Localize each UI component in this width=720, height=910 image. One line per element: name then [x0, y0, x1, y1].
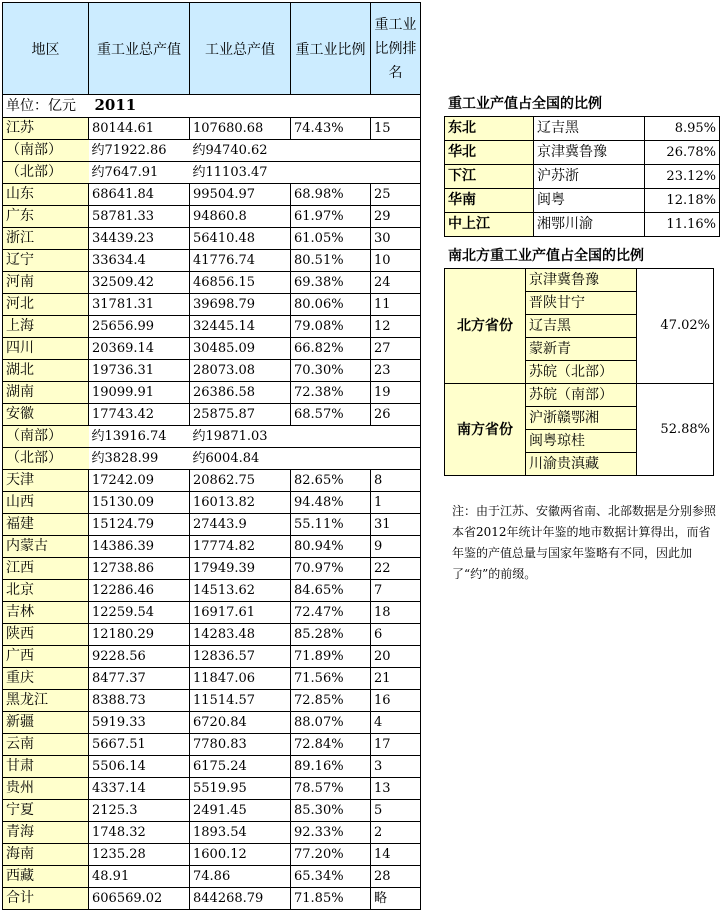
total-output-cell: 94860.8 — [190, 206, 291, 228]
regional-share-row — [445, 213, 720, 237]
table-row — [3, 756, 421, 778]
total-output-cell: 约19871.03 — [190, 426, 291, 448]
heavy-ratio-cell: 92.33% — [291, 822, 371, 844]
total-output-cell: 14283.48 — [190, 624, 291, 646]
heavy-ratio-cell: 70.97% — [291, 558, 371, 580]
heavy-output-cell: 25656.99 — [89, 316, 190, 338]
heavy-output-cell: 1748.32 — [89, 822, 190, 844]
total-output-cell: 约11103.47 — [190, 162, 291, 184]
total-output-cell: 6175.24 — [190, 756, 291, 778]
region-cell: 合计 — [3, 888, 89, 910]
heavy-output-cell: 4337.14 — [89, 778, 190, 800]
region-cell: 山西 — [3, 492, 89, 514]
region-share-pct: 26.78% — [645, 141, 720, 165]
ratio-rank-cell: 6 — [371, 624, 421, 646]
heavy-output-cell: 5919.33 — [89, 712, 190, 734]
total-output-cell: 46856.15 — [190, 272, 291, 294]
total-output-cell: 39698.79 — [190, 294, 291, 316]
region-cell: 江苏 — [3, 118, 89, 140]
region-cell: 吉林 — [3, 602, 89, 624]
total-output-cell: 16013.82 — [190, 492, 291, 514]
ratio-rank-cell: 22 — [371, 558, 421, 580]
region-cell: 西藏 — [3, 866, 89, 888]
heavy-ratio-cell: 80.06% — [291, 294, 371, 316]
table-row — [3, 206, 421, 228]
total-output-cell: 26386.58 — [190, 382, 291, 404]
group-province-cell: 辽吉黑 — [526, 315, 637, 338]
heavy-output-cell: 68641.84 — [89, 184, 190, 206]
region-provinces: 湘鄂川渝 — [534, 213, 645, 237]
table-row — [3, 118, 421, 140]
ratio-rank-cell: 14 — [371, 844, 421, 866]
total-output-cell: 30485.09 — [190, 338, 291, 360]
heavy-output-cell: 12286.46 — [89, 580, 190, 602]
ratio-rank-cell: 19 — [371, 382, 421, 404]
heavy-ratio-cell: 61.05% — [291, 228, 371, 250]
table-row — [3, 404, 421, 426]
heavy-output-cell: 32509.42 — [89, 272, 190, 294]
regional-share-table — [444, 116, 720, 237]
heavy-ratio-cell: 61.97% — [291, 206, 371, 228]
region-cell: 天津 — [3, 470, 89, 492]
heavy-output-cell: 15124.79 — [89, 514, 190, 536]
region-cell: （北部） — [3, 162, 89, 184]
region-cell: 福建 — [3, 514, 89, 536]
region-share-pct: 23.12% — [645, 165, 720, 189]
total-output-cell: 27443.9 — [190, 514, 291, 536]
regional-share-title: 重工业产值占全国的比例 — [448, 96, 602, 112]
total-output-cell: 11514.57 — [190, 690, 291, 712]
heavy-ratio-cell — [291, 426, 371, 448]
table-row — [3, 690, 421, 712]
ratio-rank-cell: 8 — [371, 470, 421, 492]
total-output-cell: 14513.62 — [190, 580, 291, 602]
ratio-rank-cell — [371, 448, 421, 470]
heavy-ratio-cell: 79.08% — [291, 316, 371, 338]
region-cell: 海南 — [3, 844, 89, 866]
heavy-ratio-cell: 77.20% — [291, 844, 371, 866]
table-row — [3, 338, 421, 360]
total-output-cell: 11847.06 — [190, 668, 291, 690]
heavy-output-cell: 12180.29 — [89, 624, 190, 646]
table-row — [3, 382, 421, 404]
heavy-ratio-cell: 85.28% — [291, 624, 371, 646]
regional-share-row — [445, 189, 720, 213]
ratio-rank-cell — [371, 162, 421, 184]
table-row — [3, 536, 421, 558]
heavy-ratio-cell — [291, 448, 371, 470]
heavy-ratio-cell: 80.51% — [291, 250, 371, 272]
total-output-cell: 约6004.84 — [190, 448, 291, 470]
group-province-cell: 苏皖（南部） — [526, 384, 637, 407]
heavy-ratio-cell — [291, 140, 371, 162]
ratio-rank-cell: 16 — [371, 690, 421, 712]
group-label: 北方省份 — [445, 269, 526, 384]
heavy-output-cell: 5667.51 — [89, 734, 190, 756]
heavy-output-cell: 19736.31 — [89, 360, 190, 382]
ratio-rank-cell: 4 — [371, 712, 421, 734]
ratio-rank-cell: 18 — [371, 602, 421, 624]
total-output-cell: 7780.83 — [190, 734, 291, 756]
heavy-output-cell: 33634.4 — [89, 250, 190, 272]
header-heavy-output: 重工业总产值 — [89, 3, 190, 95]
regional-share-row — [445, 165, 720, 189]
heavy-ratio-cell — [291, 162, 371, 184]
ratio-rank-cell: 7 — [371, 580, 421, 602]
ratio-rank-cell: 21 — [371, 668, 421, 690]
table-row — [3, 580, 421, 602]
heavy-output-cell: 9228.56 — [89, 646, 190, 668]
total-output-cell: 28073.08 — [190, 360, 291, 382]
table-row — [3, 646, 421, 668]
group-province-cell: 川渝贵滇藏 — [526, 453, 637, 476]
total-output-cell: 99504.97 — [190, 184, 291, 206]
heavy-output-cell: 48.91 — [89, 866, 190, 888]
table-row — [3, 888, 421, 910]
ratio-rank-cell: 25 — [371, 184, 421, 206]
ratio-rank-cell: 29 — [371, 206, 421, 228]
group-share-pct: 47.02% — [637, 269, 714, 384]
heavy-output-cell: 8388.73 — [89, 690, 190, 712]
unit-label: 单位：亿元 — [6, 98, 76, 114]
ratio-rank-cell: 2 — [371, 822, 421, 844]
ratio-rank-cell: 31 — [371, 514, 421, 536]
total-output-cell: 6720.84 — [190, 712, 291, 734]
region-cell: 甘肃 — [3, 756, 89, 778]
group-label: 南方省份 — [445, 384, 526, 476]
table-row — [3, 316, 421, 338]
region-cell: 广西 — [3, 646, 89, 668]
region-group-label: 东北 — [445, 117, 534, 141]
table-row — [3, 800, 421, 822]
ratio-rank-cell: 30 — [371, 228, 421, 250]
group-province-cell: 蒙新青 — [526, 338, 637, 361]
heavy-output-cell: 12738.86 — [89, 558, 190, 580]
heavy-output-cell: 17242.09 — [89, 470, 190, 492]
ratio-rank-cell — [371, 426, 421, 448]
region-group-label: 中上江 — [445, 213, 534, 237]
heavy-output-cell: 2125.3 — [89, 800, 190, 822]
region-cell: 上海 — [3, 316, 89, 338]
region-cell: 新疆 — [3, 712, 89, 734]
heavy-output-cell: 34439.23 — [89, 228, 190, 250]
heavy-output-cell: 31781.31 — [89, 294, 190, 316]
region-cell: 辽宁 — [3, 250, 89, 272]
region-cell: （北部） — [3, 448, 89, 470]
ratio-rank-cell: 26 — [371, 404, 421, 426]
heavy-output-cell: 1235.28 — [89, 844, 190, 866]
group-province-cell: 晋陕甘宁 — [526, 292, 637, 315]
region-cell: 山东 — [3, 184, 89, 206]
heavy-ratio-cell: 84.65% — [291, 580, 371, 602]
ratio-rank-cell: 28 — [371, 866, 421, 888]
ratio-rank-cell: 20 — [371, 646, 421, 668]
heavy-output-cell: 17743.42 — [89, 404, 190, 426]
heavy-ratio-cell: 88.07% — [291, 712, 371, 734]
heavy-ratio-cell: 55.11% — [291, 514, 371, 536]
heavy-output-cell: 20369.14 — [89, 338, 190, 360]
total-output-cell: 16917.61 — [190, 602, 291, 624]
heavy-ratio-cell: 66.82% — [291, 338, 371, 360]
region-group-label: 华南 — [445, 189, 534, 213]
subregion-row — [3, 448, 421, 470]
total-output-cell: 1893.54 — [190, 822, 291, 844]
heavy-ratio-cell: 72.47% — [291, 602, 371, 624]
subregion-row — [3, 426, 421, 448]
region-cell: 青海 — [3, 822, 89, 844]
heavy-ratio-cell: 85.30% — [291, 800, 371, 822]
region-share-pct: 8.95% — [645, 117, 720, 141]
heavy-output-cell: 8477.37 — [89, 668, 190, 690]
subregion-row — [3, 162, 421, 184]
region-cell: 安徽 — [3, 404, 89, 426]
group-province-cell: 京津冀鲁豫 — [526, 269, 637, 292]
ratio-rank-cell: 23 — [371, 360, 421, 382]
region-cell: 河北 — [3, 294, 89, 316]
table-row — [3, 250, 421, 272]
heavy-ratio-cell: 65.34% — [291, 866, 371, 888]
heavy-output-cell: 约13916.74 — [89, 426, 190, 448]
table-header-row — [3, 3, 421, 95]
table-row — [3, 184, 421, 206]
total-output-cell: 41776.74 — [190, 250, 291, 272]
region-provinces: 辽吉黑 — [534, 117, 645, 141]
group-province-cell: 沪浙赣鄂湘 — [526, 407, 637, 430]
group-share-pct: 52.88% — [637, 384, 714, 476]
region-cell: 河南 — [3, 272, 89, 294]
heavy-ratio-cell: 71.85% — [291, 888, 371, 910]
region-cell: 贵州 — [3, 778, 89, 800]
table-row — [3, 778, 421, 800]
table-row — [3, 844, 421, 866]
group-province-cell: 苏皖（北部） — [526, 361, 637, 384]
region-cell: 湖南 — [3, 382, 89, 404]
ratio-rank-cell: 13 — [371, 778, 421, 800]
region-share-pct: 12.18% — [645, 189, 720, 213]
total-output-cell: 32445.14 — [190, 316, 291, 338]
total-output-cell: 5519.95 — [190, 778, 291, 800]
heavy-output-cell: 12259.54 — [89, 602, 190, 624]
ratio-rank-cell — [371, 140, 421, 162]
north-south-share-title: 南北方重工业产值占全国的比例 — [448, 248, 644, 264]
heavy-output-cell: 19099.91 — [89, 382, 190, 404]
region-cell: 陕西 — [3, 624, 89, 646]
group-province-cell: 闽粤琼桂 — [526, 430, 637, 453]
heavy-output-cell: 606569.02 — [89, 888, 190, 910]
table-row — [3, 624, 421, 646]
table-row — [3, 734, 421, 756]
ratio-rank-cell: 15 — [371, 118, 421, 140]
total-output-cell: 74.86 — [190, 866, 291, 888]
table-row — [3, 272, 421, 294]
region-cell: 重庆 — [3, 668, 89, 690]
region-cell: （南部） — [3, 140, 89, 162]
year-label: 2011 — [94, 96, 137, 114]
heavy-output-cell: 80144.61 — [89, 118, 190, 140]
heavy-ratio-cell: 71.56% — [291, 668, 371, 690]
table-row — [3, 602, 421, 624]
table-row — [3, 866, 421, 888]
heavy-output-cell: 58781.33 — [89, 206, 190, 228]
north-south-row — [445, 269, 714, 292]
total-output-cell: 56410.48 — [190, 228, 291, 250]
total-output-cell: 17949.39 — [190, 558, 291, 580]
ratio-rank-cell: 9 — [371, 536, 421, 558]
total-output-cell: 2491.45 — [190, 800, 291, 822]
region-cell: 浙江 — [3, 228, 89, 250]
region-share-pct: 11.16% — [645, 213, 720, 237]
table-row — [3, 492, 421, 514]
ratio-rank-cell: 11 — [371, 294, 421, 316]
footnote: 注：由于江苏、安徽两省南、北部数据是分别参照本省2012年统计年鉴的地市数据计算得出，而省年鉴的产值总量与国家年鉴略有不同，因此加了“约”的前缀。 — [452, 504, 717, 581]
ratio-rank-cell: 5 — [371, 800, 421, 822]
header-heavy-ratio: 重工业比例 — [291, 3, 371, 95]
heavy-ratio-cell: 82.65% — [291, 470, 371, 492]
header-region: 地区 — [3, 3, 89, 95]
region-provinces: 京津冀鲁豫 — [534, 141, 645, 165]
region-cell: 内蒙古 — [3, 536, 89, 558]
total-output-cell: 25875.87 — [190, 404, 291, 426]
region-cell: 黑龙江 — [3, 690, 89, 712]
industry-output-table — [2, 2, 421, 910]
table-row — [3, 822, 421, 844]
table-row — [3, 514, 421, 536]
ratio-rank-cell: 1 — [371, 492, 421, 514]
total-output-cell: 844268.79 — [190, 888, 291, 910]
ratio-rank-cell: 17 — [371, 734, 421, 756]
heavy-ratio-cell: 69.38% — [291, 272, 371, 294]
heavy-output-cell: 5506.14 — [89, 756, 190, 778]
ratio-rank-cell: 3 — [371, 756, 421, 778]
region-cell: （南部） — [3, 426, 89, 448]
header-ratio-rank: 重工业比例排名 — [371, 3, 421, 95]
table-row — [3, 360, 421, 382]
ratio-rank-cell: 10 — [371, 250, 421, 272]
regional-share-row — [445, 141, 720, 165]
total-output-cell: 17774.82 — [190, 536, 291, 558]
ratio-rank-cell: 27 — [371, 338, 421, 360]
heavy-ratio-cell: 71.89% — [291, 646, 371, 668]
region-group-label: 华北 — [445, 141, 534, 165]
heavy-ratio-cell: 72.85% — [291, 690, 371, 712]
ratio-rank-cell: 略 — [371, 888, 421, 910]
total-output-cell: 约94740.62 — [190, 140, 291, 162]
heavy-ratio-cell: 72.38% — [291, 382, 371, 404]
heavy-ratio-cell: 68.98% — [291, 184, 371, 206]
header-total-output: 工业总产值 — [190, 3, 291, 95]
table-row — [3, 294, 421, 316]
regional-share-row — [445, 117, 720, 141]
table-row — [3, 712, 421, 734]
region-cell: 广东 — [3, 206, 89, 228]
ratio-rank-cell: 12 — [371, 316, 421, 338]
region-group-label: 下江 — [445, 165, 534, 189]
region-provinces: 沪苏浙 — [534, 165, 645, 189]
total-output-cell: 12836.57 — [190, 646, 291, 668]
north-south-row — [445, 384, 714, 407]
heavy-ratio-cell: 89.16% — [291, 756, 371, 778]
heavy-ratio-cell: 80.94% — [291, 536, 371, 558]
heavy-output-cell: 14386.39 — [89, 536, 190, 558]
heavy-output-cell: 约71922.86 — [89, 140, 190, 162]
region-cell: 云南 — [3, 734, 89, 756]
total-output-cell: 1600.12 — [190, 844, 291, 866]
heavy-output-cell: 15130.09 — [89, 492, 190, 514]
table-row — [3, 228, 421, 250]
region-cell: 江西 — [3, 558, 89, 580]
heavy-ratio-cell: 72.84% — [291, 734, 371, 756]
heavy-ratio-cell: 70.30% — [291, 360, 371, 382]
heavy-ratio-cell: 94.48% — [291, 492, 371, 514]
table-row — [3, 668, 421, 690]
heavy-output-cell: 约7647.91 — [89, 162, 190, 184]
region-cell: 宁夏 — [3, 800, 89, 822]
heavy-ratio-cell: 68.57% — [291, 404, 371, 426]
unit-cell — [3, 95, 421, 118]
heavy-ratio-cell: 74.43% — [291, 118, 371, 140]
subregion-row — [3, 140, 421, 162]
ratio-rank-cell: 24 — [371, 272, 421, 294]
unit-row — [3, 95, 421, 118]
region-provinces: 闽粤 — [534, 189, 645, 213]
total-output-cell: 107680.68 — [190, 118, 291, 140]
heavy-ratio-cell: 78.57% — [291, 778, 371, 800]
region-cell: 北京 — [3, 580, 89, 602]
total-output-cell: 20862.75 — [190, 470, 291, 492]
north-south-share-table — [444, 268, 714, 476]
region-cell: 湖北 — [3, 360, 89, 382]
heavy-output-cell: 约3828.99 — [89, 448, 190, 470]
table-row — [3, 558, 421, 580]
table-row — [3, 470, 421, 492]
region-cell: 四川 — [3, 338, 89, 360]
